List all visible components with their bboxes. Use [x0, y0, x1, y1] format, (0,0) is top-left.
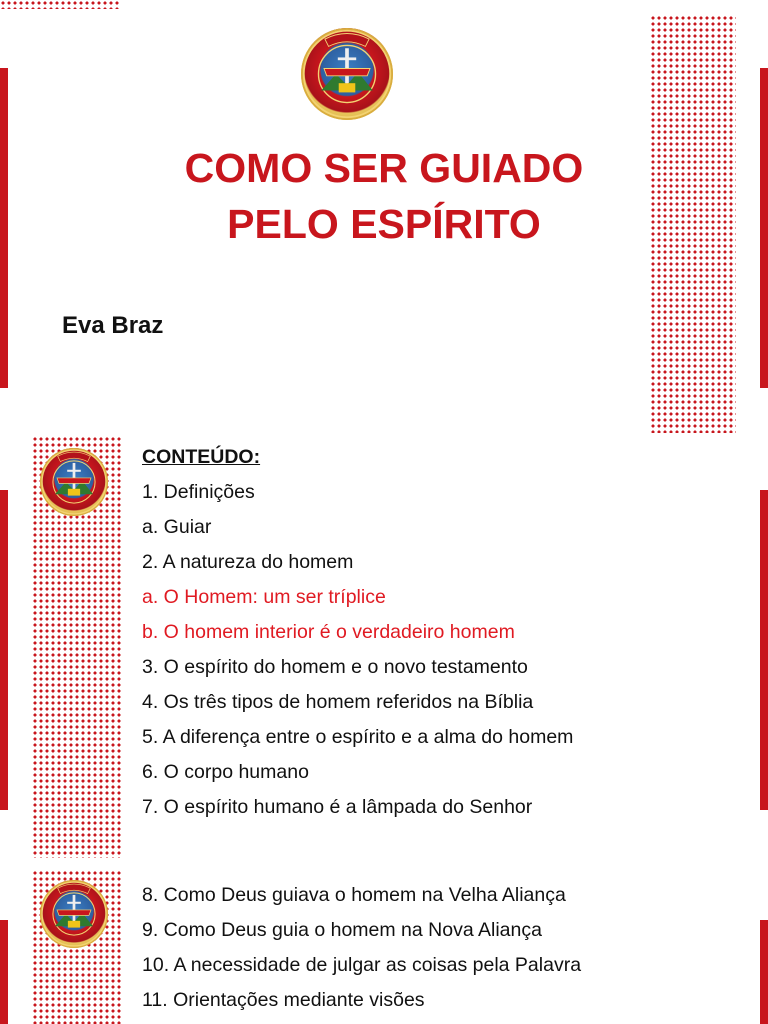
list-item: 3. O espírito do homem e o novo testamento: [142, 656, 528, 678]
list-item: 10. A necessidade de julgar as coisas pela Palavra: [142, 954, 582, 976]
list-item-highlighted: b. O homem interior é o verdadeiro homem: [142, 621, 515, 643]
page-title: [0, 140, 768, 252]
author-name: Eva Braz: [62, 312, 164, 339]
contents-heading: CONTEÚDO:: [142, 446, 261, 468]
rhema-seal-icon: [301, 28, 393, 120]
list-item: 7. O espírito humano é a lâmpada do Senhor: [142, 796, 533, 818]
list-item: a. Guiar: [142, 516, 212, 538]
list-item: 8. Como Deus guiava o homem na Velha Aliança: [142, 884, 566, 906]
dot-pattern-top-left: [0, 0, 120, 9]
list-item: 1. Definições: [142, 481, 255, 503]
contents-list: [142, 440, 573, 825]
list-item: 11. Orientações mediante visões: [142, 989, 425, 1011]
list-item: 2. A natureza do homem: [142, 551, 354, 573]
red-bar-right-middle: [760, 490, 768, 810]
contents-list-continued: [142, 878, 581, 1018]
rhema-seal-icon: [40, 880, 108, 948]
red-bar-left-bottom: [0, 920, 8, 1024]
red-bar-right-bottom: [760, 920, 768, 1024]
title-line-1: COMO SER GUIADO: [184, 145, 584, 191]
rhema-seal-icon: [40, 448, 108, 516]
list-item-highlighted: a. O Homem: um ser tríplice: [142, 586, 386, 608]
list-item: 9. Como Deus guia o homem na Nova Aliança: [142, 919, 542, 941]
list-item: 4. Os três tipos de homem referidos na Bíblia: [142, 691, 534, 713]
list-item: 6. O corpo humano: [142, 761, 309, 783]
list-item: 5. A diferença entre o espírito e a alma do homem: [142, 726, 574, 748]
title-line-2: PELO ESPÍRITO: [227, 201, 541, 247]
red-bar-left-middle: [0, 490, 8, 810]
